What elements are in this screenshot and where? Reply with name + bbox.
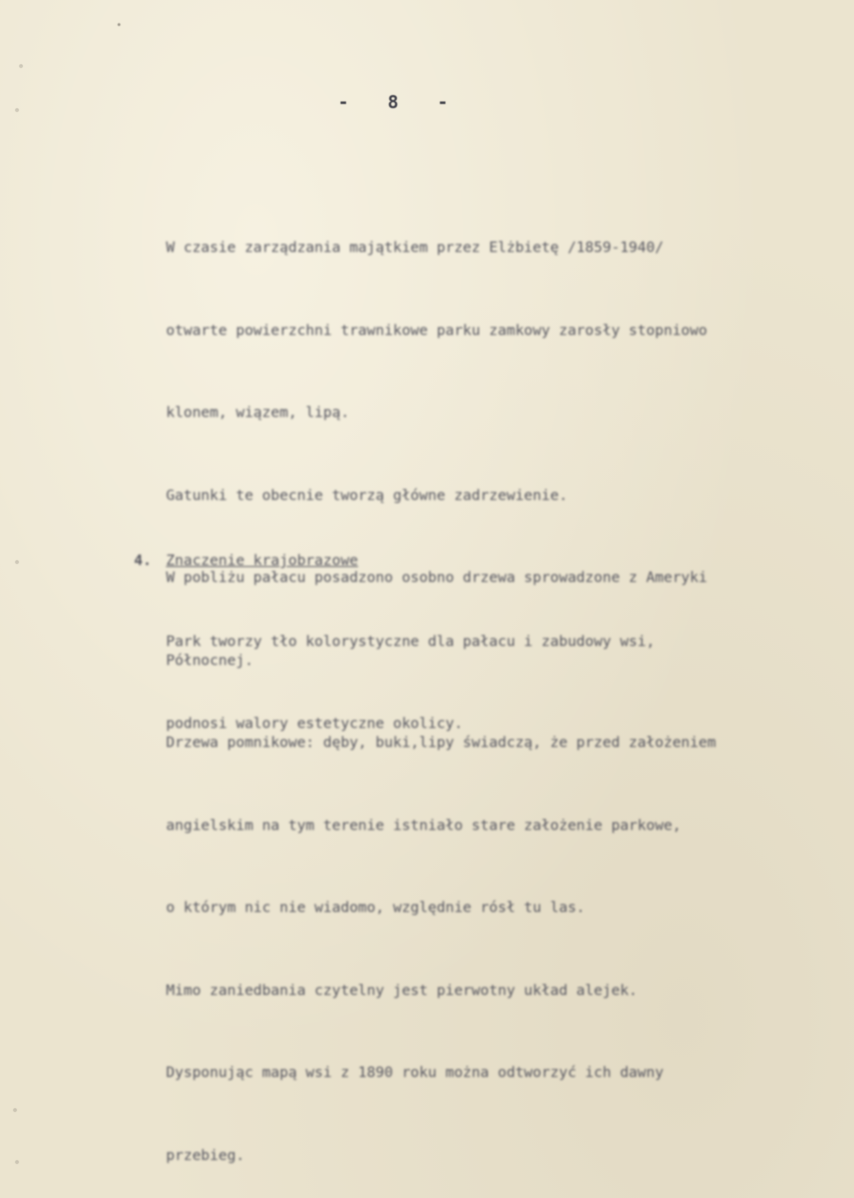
paper-speck: ° <box>14 1160 21 1171</box>
section-body <box>166 575 655 792</box>
paper-speck: • <box>116 20 123 31</box>
paragraph-line: W czasie zarządzania majątkiem przez Elżbietę /1859-1940/ <box>166 240 664 256</box>
paragraph-line: Mimo zaniedbania czytelny jest pierwotny układ alejek. <box>166 982 638 999</box>
paragraph-line: Północnej. <box>166 652 254 669</box>
paragraph-line: W pobliżu pałacu posadzono osobno drzewa sprowadzone z Ameryki <box>166 570 708 586</box>
paragraph-line: angielskim na tym terenie istniało stare założenie parkowe, <box>166 817 682 834</box>
paragraph-line: Drzewa pomnikowe: dęby, buki,lipy świadczą, że przed założeniem <box>166 735 716 751</box>
section-heading: Znaczenie krajobrazowe <box>166 553 359 569</box>
paper-speck: ° <box>14 108 21 119</box>
paper-speck: ° <box>12 1108 19 1119</box>
paragraph-line: klonem, wiązem, lipą. <box>166 405 350 421</box>
section-line: Park tworzy tło kolorystyczne dla pałacu i zabudowy wsi, <box>166 634 655 650</box>
paragraph-line: o którym nic nie wiadomo, względnie rósł tu las. <box>166 900 586 916</box>
section-line: podnosi walory estetyczne okolicy. <box>166 715 463 732</box>
section-number: 4. <box>134 553 152 569</box>
page-number: - 8 - <box>337 92 463 113</box>
paper-speck: ° <box>18 64 25 75</box>
paragraph-line: Gatunki te obecnie tworzą główne zadrzewienie. <box>166 487 568 504</box>
paper-speck: ° <box>14 560 21 571</box>
paragraph-line: otwarte powierzchni trawnikowe parku zamkowy zarosły stopniowo <box>166 322 708 339</box>
paragraph-line: przebieg. <box>166 1147 245 1164</box>
paragraph-line: Dysponując mapą wsi z 1890 roku można odtworzyć ich dawny <box>166 1065 664 1081</box>
